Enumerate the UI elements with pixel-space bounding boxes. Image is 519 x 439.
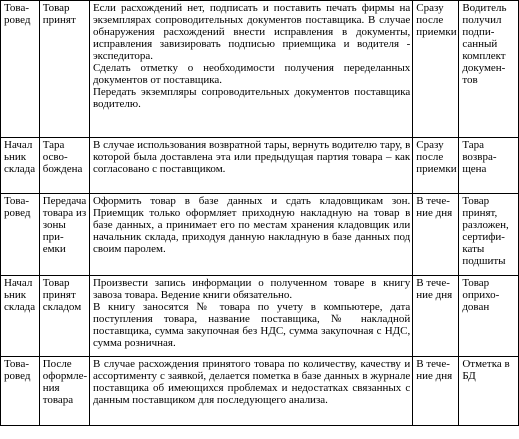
result-cell: Товар принят, разложен, сертифи- каты подшиты	[459, 194, 519, 276]
stage-cell: Товар принят	[39, 1, 89, 138]
description-paragraph: Сделать отметку о необходимости получения переделанных документов от поставщика.	[92, 62, 411, 86]
stage-cell: После оформле- ния товара	[39, 357, 89, 426]
description-paragraph: Оформить товар в базе данных и сдать кладовщикам зон. Приемщик только оформляет приходную накладную на товар в базе данных, а принимает его по местам хранения кладовщик или начальник склада, приходуя данную накладную в базе данных под своим паролем.	[92, 195, 411, 255]
stage-cell: Тара осво- бождена	[39, 138, 89, 194]
description-cell	[89, 357, 412, 426]
result-cell: Водитель получил подпи- санный комплект докумен- тов	[459, 1, 519, 138]
result-cell: Отметка в БД	[459, 357, 519, 426]
time-cell: В тече- ние дня	[413, 194, 459, 276]
table-row	[1, 194, 519, 276]
role-cell: Начал ьник склада	[1, 276, 40, 357]
process-table-body	[1, 1, 519, 426]
description-cell	[89, 194, 412, 276]
description-paragraph: Если расхождений нет, подписать и поставить печать фирмы на экземплярах сопроводительных документов поставщика. В случае обнаружения расхождений внести исправления в документы, исправления завизировать подписью приемщика и водителя - экспедитора.	[92, 2, 411, 62]
description-cell	[89, 1, 412, 138]
description-paragraph: Произвести запись информации о полученном товаре в книгу завоза товара. Ведение книги обязательно.	[92, 277, 411, 301]
description-paragraph: Передать экземпляры сопроводительных документов поставщика водителю.	[92, 86, 411, 110]
table-row	[1, 357, 519, 426]
time-cell: Сразу после приемки	[413, 138, 459, 194]
result-cell: Товар оприхо- дован	[459, 276, 519, 357]
time-cell: В тече- ние дня	[413, 357, 459, 426]
description-paragraph: В случае расхождения принятого товара по количеству, качеству и ассортименту с заявкой, делается пометка в базе данных в журнале поставщика об имеющихся проблемах и недостатках связанных с данным поставщиком для последующего анализа.	[92, 358, 411, 406]
description-cell	[89, 276, 412, 357]
table-row	[1, 276, 519, 357]
table-row	[1, 138, 519, 194]
role-cell: Това- ровед	[1, 357, 40, 426]
role-cell: Това- ровед	[1, 194, 40, 276]
description-paragraph: В случае использования возвратной тары, вернуть водителю тару, в которой была доставлена эта или предыдущая партия товара – как согласовано с поставщиком.	[92, 139, 411, 175]
description-paragraph: В книгу заносятся № товара по учету в компьютере, дата поступления товара, название поставщика, № накладной поставщика, сумма закупочная без НДС, сумма закупочная с НДС, сумма розничная.	[92, 301, 411, 349]
time-cell: В тече- ние дня	[413, 276, 459, 357]
role-cell: Това- ровед	[1, 1, 40, 138]
table-row	[1, 1, 519, 138]
time-cell: Сразу после приемки	[413, 1, 459, 138]
role-cell: Начал ьник склада	[1, 138, 40, 194]
description-cell	[89, 138, 412, 194]
stage-cell: Передача товара из зоны при- емки	[39, 194, 89, 276]
stage-cell: Товар принят складом	[39, 276, 89, 357]
result-cell: Тара возвра- щена	[459, 138, 519, 194]
